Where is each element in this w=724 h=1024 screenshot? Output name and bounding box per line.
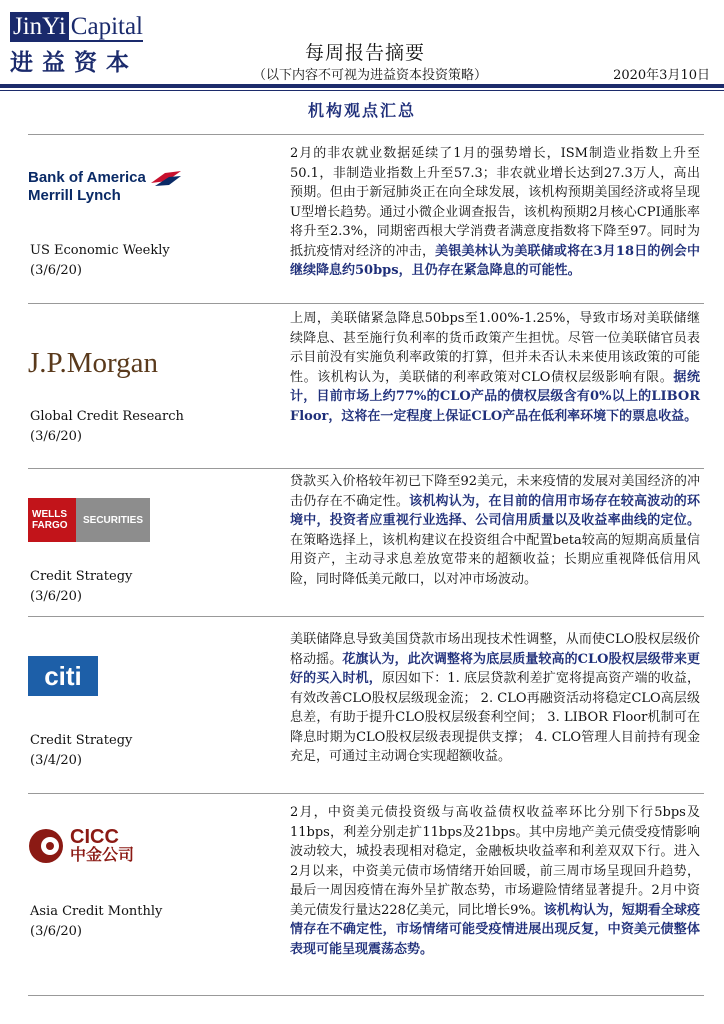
summary-tail: 原因如下：1. 底层贷款利差扩宽将提高资产端的收益，有效改善CLO股权层级现金流； 2. CLO再融资活动将稳定CLO高层级息差，有助于提升CLO股权层级套利空间； 3. LIBOR Floor机制可在降息时期为CLO股权层级表现提供支撑； 4. CLO管理人目前持有现金充足，可通过主动调仓实现超额收益。 — [290, 671, 700, 764]
summary-plain: 2月的非农就业数据延续了1月的强势增长，ISM制造业指数上升至50.1，非制造业指数上升至57.3；非农就业增长达到27.3万人，高出预期。但由于新冠肺炎正在向全球发展，该机构预期美国经济或将呈现U型增长趋势。通过小微企业调查报告，该机构预期2月核心CPI通胀率将升至2.3%，同期密西根大学消费者满意度指数将下降至97。同时为抵抗疫情对经济的冲击， — [290, 146, 700, 259]
source-date: (3/4/20) — [30, 753, 82, 768]
wellsfargo-logo — [28, 498, 150, 542]
source-name: US Economic Weekly — [30, 243, 170, 258]
institution-row-cicc — [28, 795, 704, 995]
bofa-flag-icon — [149, 169, 183, 187]
summary-highlight: 该机构认为，在目前的信用市场存在较高波动的环境中，投资者应重视行业选择、公司信用质量以及收益率曲线的定位。 — [290, 493, 700, 528]
institution-row-bofa — [28, 136, 704, 304]
divider — [28, 995, 704, 996]
divider — [28, 468, 704, 469]
section-title: 机构观点汇总 — [307, 101, 416, 120]
source-name: Asia Credit Monthly — [30, 904, 163, 919]
source-date: (3/6/20) — [30, 924, 82, 939]
bofa-logo — [28, 169, 198, 209]
jinyi-logo — [10, 12, 150, 77]
cicc-circle-icon — [28, 828, 64, 864]
cicc-logo — [28, 827, 134, 865]
page-header — [0, 0, 724, 92]
report-date: 2020年3月10日 — [613, 68, 710, 83]
summary-text — [290, 803, 700, 959]
citi-logo — [28, 656, 98, 696]
bofa-logo-line1: Bank of America — [28, 169, 146, 186]
jpmorgan-logo: J.P.Morgan — [28, 347, 158, 379]
wellsfargo-mark — [28, 498, 76, 542]
logo-cn: 进益资本 — [10, 49, 138, 76]
summary-tail: 在策略选择上，该机构建议在投资组合中配置beta较高的短期高质量信用资产，主动寻求息差放宽带来的超额收益；长期应重视降低信用风险，同时降低美元敞口，以对冲市场波动。 — [290, 532, 700, 587]
divider — [28, 134, 704, 135]
summary-text — [290, 472, 700, 589]
report-subtitle: （以下内容不可视为进益资本投资策略） — [252, 68, 487, 83]
bofa-logo-line2: Merrill Lynch — [28, 187, 121, 204]
divider — [28, 303, 704, 304]
institution-row-wellsfargo — [28, 470, 704, 615]
source-date: (3/6/20) — [30, 589, 82, 604]
divider — [28, 616, 704, 617]
header-rule-thin — [0, 90, 724, 91]
summary-plain: 2月，中资美元债投资级与高收益债权收益率环比分别下行5bps及11bps，利差分别走扩11bps及21bps。其中房地产美元债受疫情影响波动较大，城投表现相对稳定，金融板块收益率和利差双双下行。进入2月以来，中资美元债市场情绪开始回暖，前三周市场呈现回升趋势，最后一周因疫情在海外呈扩散态势，市场避险情绪显著提升。2月中资美元债发行量达228亿美元，同比增长9%。 — [290, 805, 700, 918]
source-name: Global Credit Research — [30, 409, 184, 424]
institution-row-citi — [28, 618, 704, 788]
summary-highlight: 美银美林认为美联储或将在3月18日的例会中继续降息约50bps，且仍存在紧急降息的可能性。 — [290, 243, 700, 278]
citi-logo-text: citi — [44, 660, 82, 691]
summary-text — [290, 630, 700, 767]
wellsfargo-securities: SECURITIES — [76, 498, 150, 542]
source-name: Credit Strategy — [30, 569, 133, 584]
source-date: (3/6/20) — [30, 263, 82, 278]
institution-row-jpmorgan — [28, 305, 704, 471]
report-title: 每周报告摘要 — [304, 42, 425, 64]
divider — [28, 793, 704, 794]
source-name: Credit Strategy — [30, 733, 133, 748]
summary-text — [290, 144, 700, 281]
cicc-logo-cn: 中金公司 — [70, 847, 135, 864]
logo-en-capital: Capital — [70, 13, 144, 40]
summary-text — [290, 309, 700, 426]
header-rule-thick — [0, 84, 724, 88]
summary-plain: 贷款买入价格较年初已下降至92美元，未来疫情的发展对美国经济的冲击仍存在不确定性。 — [290, 474, 700, 509]
summary-plain: 上周，美联储紧急降息50bps至1.00%-1.25%，导致市场对美联储继续降息、甚至施行负利率的货币政策产生担忧。尽管一位美联储官员表示目前没有实施负利率政策的打算，但并未否认未来使用该政策的可能性。该机构认为，美联储的利率政策对CLO债权层级影响有限。 — [290, 311, 700, 385]
summary-highlight: 该机构认为，短期看全球疫情存在不确定性，市场情绪可能受疫情进展出现反复，中资美元债整体表现可能呈现震荡态势。 — [290, 902, 700, 957]
cicc-logo-en: CICC — [70, 826, 119, 848]
source-date: (3/6/20) — [30, 429, 82, 444]
summary-highlight: 花旗认为，此次调整将为底层质量较高的CLO股权层级带来更好的买入时机， — [290, 651, 700, 686]
logo-en-jinyi: JinYi — [10, 12, 69, 42]
summary-highlight: 据统计，目前市场上约77%的CLO产品的债权层级含有0%以上的LIBOR Floor，这将在一定程度上保证CLO产品在低利率环境下的票息收益。 — [290, 369, 700, 424]
summary-plain: 美联储降息导致美国贷款市场出现技术性调整，从而使CLO股权层级价格动摇。 — [290, 632, 700, 667]
wellsfargo-word-a: WELLS — [32, 509, 67, 520]
wellsfargo-word-b: FARGO — [32, 520, 68, 531]
